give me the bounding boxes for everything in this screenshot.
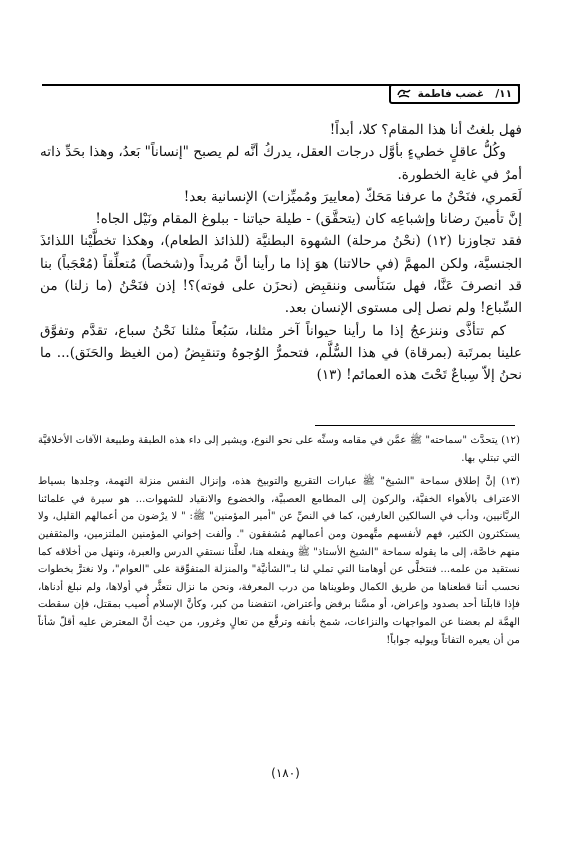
honorific-seal-icon [397, 88, 411, 98]
chapter-title: غضب فاطمة [417, 88, 485, 100]
page-number: (١٨٠) [271, 766, 300, 780]
footnote-12: (١٢) يتحدَّث "سماحته" ﷺ عمَّن في مقامه وسنِّه على نحو النوع، ويشير إلى داء هذه الطبقة وطبيعة الآفات الأخلاقيَّة التي تبتلي بها. [38, 435, 520, 464]
footnote-13: (١٣) إنَّ إطلاق سماحة "الشيخ" ﷺ عبارات التقريع والتوبيخ هذه، وإنزال النفس منزلة التهمة، وجلدها بسياط الاعتراف بالأهواء الخفيَّة، والركون إلى المطامع العصبيَّة، والخضوع والانقياد للشهوات... هو سيرة في علمائنا الربَّانيين، ودأب في السالكين العارفين، كما في النصِّ عن "أمير المؤمنين" ﷺ: " لا يرْضون من أعمالهم القليل، ولا يستكثرون الكثير، فهم لأنفسهم متَّهمون ومن أعمالهم مُشفقون ". وألفت إخواني المؤمنين الملتزمين، والمثقفين منهم خاصَّة، إلى ما يقوله سماحة "الشيخ الأستاذ" ﷺ ويفعله هنا، لعلَّنا نستقي الدرس والعبرة، وننهل من أخلاقه كما نستقيد من علمه... فنتخلَّى عن أوهامنا التي تملي لنا بـ"الشأنيَّة" والمنزلة المتفوِّقة على "العوام"، ولا نغترَّ بخطوات نحسب أننا قطعناها من طريق الكمال وطويناها من درب المعرفة، ونحن ما نزال نتعثَّر في أولاها، ولم نبلغ أدناها، فإذا قابلَنا أحد بصدود وإعراض، أو مسَّنا برفض وأعتراض، انتفضنا من كبر، وكأنَّ الإسلام أُصيب بمقتل، فإن سقطت الهمَّة لم بعضنا عن المواجهات والنزاعات، شمخ بأنفه وترفَّع من تعالٍ وغرور، من حيث أنَّ المعترض عليه أقلّ شأناً من أن يعيره التفاتاً ويوليه جواباً! [38, 476, 520, 646]
main-paragraph-5: فقد تجاوزنا (١٢) (نحْنُ مرحلة) الشهوة البطنيَّة (للذائذ الطعام)، وهكذا تخطَّيْنا اللذائذَ الجنسيَّة، ولكن المهمَّ (في حالاتنا) هوَ إذا ما رأينا أنَّ مُريداً و(شخصاً) مُتعلِّقاً (مُعْجَباً) بنا قد انصرفَ عَنَّا، فهل سَنَأسى وننقبِض (نحزَن على فوته)؟! إذن فنَحْنُ (ما زلنا) من السِّباع! ولم نصل إلى مستوى الإنسان بعد. [40, 233, 522, 317]
chapter-number: ١١/ [495, 88, 512, 100]
header-label [389, 84, 520, 104]
footnote-divider [315, 425, 515, 426]
main-text [40, 119, 522, 387]
main-paragraph-1: فهل بلغتُ أنا هذا المقام؟ كلا، أبداً! [329, 122, 522, 138]
main-paragraph-6: كم تتأذَّى وننزعجُ إذا ما رأينا حيواناً آخر مثلنا، سَبُعاً مثلنا نَحْنُ سباع، تقدَّم وتفوَّق علينا بمرتَبة (بمرقاة) في هذا السُّلَّم، فتحمرُّ الوُجوهُ وتنقبِضُ (من الغيظ والحَنَق)... ما نحنُ إلاّ سِباعٌ تَحْتَ هذه العمائم! (١٣) [40, 322, 522, 384]
main-paragraph-2: وكُلُّ عاقلٍ خطيءٍ بأوَّل درجات العقل، يدركُ أنَّه لم يصبح "إنساناً" بَعدُ، وهذا بحَدِّ ذاته أمرٌ في غاية الخطورة. [40, 144, 522, 183]
main-paragraph-3: لَعَمري، فنَحْنُ ما عرفنا مَحَكّ (معاييرَ ومُميِّزات) الإنسانية بعد! [183, 188, 522, 205]
footnotes [38, 432, 520, 649]
main-paragraph-4: إنَّ تأمينَ رضانا وإشباعِه كان (يتحقَّق) - طيلة حياتنا - ببلوغ المقام ونَيْل الجاه! [95, 211, 522, 228]
running-header [42, 84, 520, 104]
